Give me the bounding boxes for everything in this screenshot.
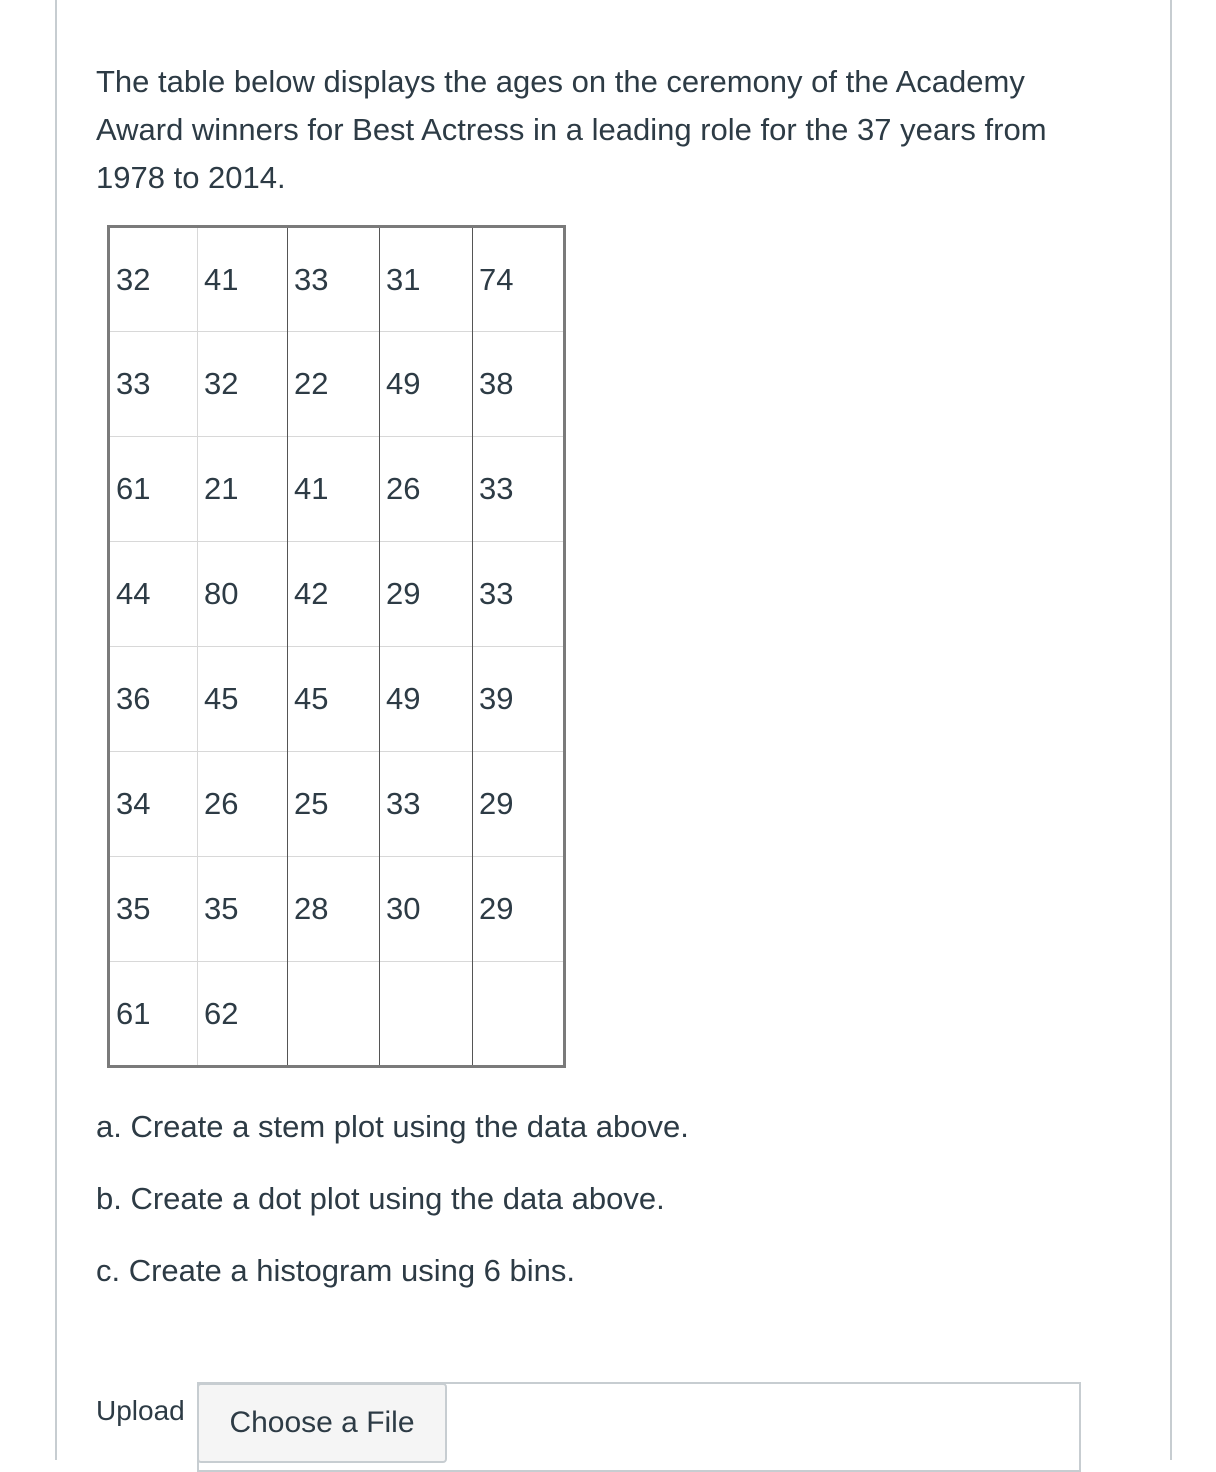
- table-cell: 44: [109, 542, 198, 647]
- table-cell: 41: [288, 437, 380, 542]
- table-cell: 38: [473, 332, 565, 437]
- question-b: b. Create a dot plot using the data above.: [96, 1181, 665, 1216]
- table-cell: 34: [109, 752, 198, 857]
- table-cell: 35: [198, 857, 288, 962]
- table-cell: 62: [198, 962, 288, 1067]
- table-cell: 39: [473, 647, 565, 752]
- table-cell: 26: [380, 437, 473, 542]
- table-cell: 35: [109, 857, 198, 962]
- table-row: [109, 962, 565, 1067]
- table-cell: 36: [109, 647, 198, 752]
- table-cell: 41: [198, 227, 288, 332]
- table-cell: 74: [473, 227, 565, 332]
- table-cell: 33: [109, 332, 198, 437]
- ages-table: [107, 225, 566, 1068]
- table-cell: 33: [473, 542, 565, 647]
- table-cell: 25: [288, 752, 380, 857]
- table-cell: 61: [109, 437, 198, 542]
- table-cell: 29: [380, 542, 473, 647]
- table-cell: 29: [473, 752, 565, 857]
- table-row: [109, 227, 565, 332]
- table-cell: 32: [198, 332, 288, 437]
- table-cell: 22: [288, 332, 380, 437]
- table-cell: 33: [473, 437, 565, 542]
- table-cell: [473, 962, 565, 1067]
- table-cell: 33: [380, 752, 473, 857]
- question-c: c. Create a histogram using 6 bins.: [96, 1253, 576, 1288]
- table-row: [109, 437, 565, 542]
- table-cell: 42: [288, 542, 380, 647]
- table-cell: 49: [380, 647, 473, 752]
- table-row: [109, 752, 565, 857]
- table-cell: 30: [380, 857, 473, 962]
- choose-file-button[interactable]: Choose a File: [197, 1383, 447, 1463]
- table-cell: 21: [198, 437, 288, 542]
- table-cell: 49: [380, 332, 473, 437]
- table-row: [109, 332, 565, 437]
- table-row: [109, 542, 565, 647]
- table-cell: 45: [198, 647, 288, 752]
- upload-label: Upload: [96, 1395, 185, 1426]
- table-cell: 80: [198, 542, 288, 647]
- table-cell: 28: [288, 857, 380, 962]
- table-cell: 33: [288, 227, 380, 332]
- table-row: [109, 857, 565, 962]
- table-cell: 32: [109, 227, 198, 332]
- table-cell: 61: [109, 962, 198, 1067]
- table-cell: 29: [473, 857, 565, 962]
- table-cell: 26: [198, 752, 288, 857]
- table-cell: [380, 962, 473, 1067]
- table-cell: 31: [380, 227, 473, 332]
- question-a: a. Create a stem plot using the data above.: [96, 1109, 689, 1144]
- table-cell: [288, 962, 380, 1067]
- table-row: [109, 647, 565, 752]
- question-intro-text: The table below displays the ages on the ceremony of the Academy Award winners for Best Actress in a leading role for the 37 years from 1978 to 2014.: [96, 64, 1047, 195]
- table-cell: 45: [288, 647, 380, 752]
